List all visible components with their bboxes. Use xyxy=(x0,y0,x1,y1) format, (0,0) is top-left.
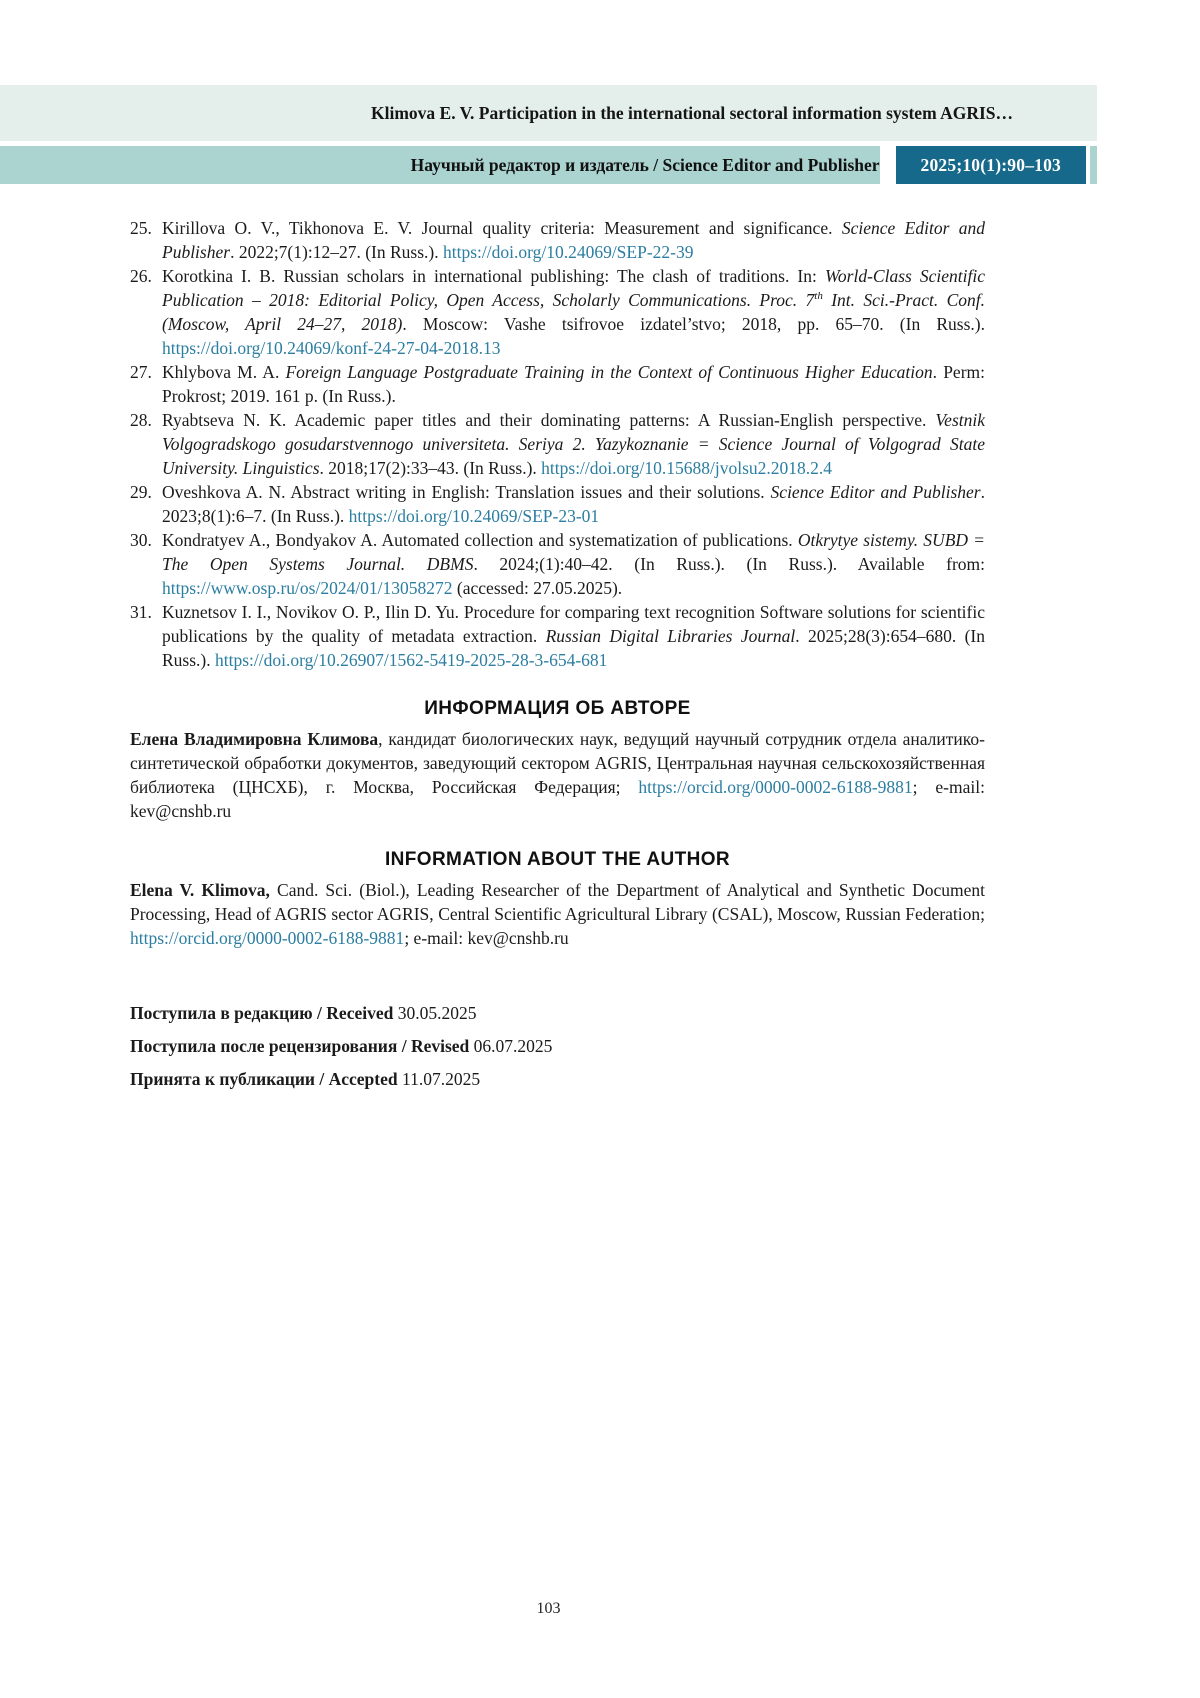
journal-name-band xyxy=(0,146,880,184)
text-segment: . 2022;7(1):12–27. (In Russ.). xyxy=(230,242,443,262)
text-segment: Cand. Sci. (Biol.), Leading Researcher of the Department of Analytical and Synthetic Document Processing, Head of AGRIS sector AGRIS, Central Scientific Agricultural Library (CSAL), Moscow, Russian Federation; xyxy=(130,880,986,924)
date-label: Поступила в редакцию / Received xyxy=(130,1003,398,1023)
text-segment: Kuznetsov I. I., Novikov O. P., Ilin D. Yu. Procedure for comparing text recognition Software solutions for scientific publications by the quality of metadata extraction. xyxy=(162,602,985,646)
journal-band-row xyxy=(0,146,1097,184)
text-segment: , кандидат биологических наук, ведущий научный сотрудник отдела аналитико-синтетической обработки документов, заведующий сектором AGRIS, Центральная научная сельскохозяйственная библиотека (ЦНСХБ), г. Москва, Российская Федерация; xyxy=(130,729,985,797)
reference-text xyxy=(162,266,985,358)
issue-info: 2025;10(1):90–103 xyxy=(920,154,1061,175)
date-label: Принята к публикации / Accepted xyxy=(130,1069,402,1089)
running-title: Klimova E. V. Participation in the international sectoral information system AGRIS… xyxy=(371,102,1013,123)
reference-number: 27. xyxy=(130,362,152,382)
hyperlink[interactable]: https://orcid.org/0000-0002-6188-9881 xyxy=(130,928,405,948)
date-row xyxy=(130,1002,985,1024)
reference-item xyxy=(130,216,985,264)
band-edge-strip xyxy=(1090,146,1097,184)
text-segment: . Moscow: Vashe tsifrovoe izdatel’stvo; 2018, pp. 65–70. (In Russ.). xyxy=(402,314,986,334)
hyperlink[interactable]: https://doi.org/10.24069/SEP-22-39 xyxy=(442,242,694,262)
text-segment: Kirillova O. V., Tikhonova E. V. Journal quality criteria: Measurement and significance. xyxy=(162,218,842,238)
text-segment: Science Editor and Publisher xyxy=(770,482,981,502)
page-number: 103 xyxy=(536,1600,561,1617)
issue-badge xyxy=(896,146,1086,184)
text-segment: World-Class Scientific Publication – 2018: Editorial Policy, Open Access, Scholarly Communications. Proc. 7 xyxy=(162,266,985,310)
text-segment: Otkrytye sistemy. SUBD = The Open Systems Journal. DBMS xyxy=(162,530,985,574)
reference-number: 26. xyxy=(130,266,152,286)
reference-item xyxy=(130,600,985,672)
hyperlink[interactable]: https://orcid.org/0000-0002-6188-9881 xyxy=(638,777,913,797)
text-segment: Khlybova M. A. xyxy=(162,362,286,382)
text-segment: Foreign Language Postgraduate Training in the Context of Continuous Higher Education xyxy=(285,362,933,382)
text-segment: . 2018;17(2):33–43. (In Russ.). xyxy=(319,458,542,478)
text-segment: (accessed: 27.05.2025). xyxy=(452,578,623,598)
text-segment: . Perm: Prokrost; 2019. 161 p. (In Russ.). xyxy=(162,362,985,406)
hyperlink[interactable]: https://doi.org/10.24069/SEP-23-01 xyxy=(348,506,600,526)
hyperlink[interactable]: https://doi.org/10.24069/konf-24-27-04-2018.13 xyxy=(162,338,501,358)
text-segment: . 2023;8(1):6–7. (In Russ.). xyxy=(162,482,985,526)
reference-item xyxy=(130,264,985,360)
page-content xyxy=(130,216,985,1090)
date-value: 06.07.2025 xyxy=(473,1036,553,1056)
reference-item xyxy=(130,360,985,408)
date-value: 30.05.2025 xyxy=(397,1003,477,1023)
hyperlink[interactable]: https://www.osp.ru/os/2024/01/13058272 xyxy=(162,578,453,598)
reference-item xyxy=(130,528,985,600)
hyperlink[interactable]: https://doi.org/10.15688/jvolsu2.2018.2.4 xyxy=(541,458,833,478)
reference-list xyxy=(130,216,985,672)
hyperlink[interactable]: https://doi.org/10.26907/1562-5419-2025-28-3-654-681 xyxy=(215,650,608,670)
date-label: Поступила после рецензирования / Revised xyxy=(130,1036,474,1056)
reference-number: 31. xyxy=(130,602,152,622)
text-segment: Kondratyev A., Bondyakov A. Automated collection and systematization of publications. xyxy=(162,530,798,550)
text-segment: . 2025;28(3):654–680. (In Russ.). xyxy=(162,626,985,670)
page-header xyxy=(0,0,1200,184)
text-segment: ; e-mail: kev@cnshb.ru xyxy=(130,777,985,821)
text-segment: Елена Владимировна Климова xyxy=(130,729,379,749)
running-title-band xyxy=(0,85,1097,141)
reference-number: 25. xyxy=(130,218,152,238)
reference-text xyxy=(162,482,985,526)
author-info-en xyxy=(130,878,985,950)
reference-text xyxy=(162,362,985,406)
reference-text xyxy=(162,602,985,670)
reference-item xyxy=(130,408,985,480)
text-segment: th xyxy=(814,290,823,303)
journal-name: Научный редактор и издатель / Science Editor and Publisher xyxy=(410,154,880,175)
dates-block xyxy=(130,1002,985,1090)
text-segment: Oveshkova A. N. Abstract writing in English: Translation issues and their solutions. xyxy=(162,482,771,502)
text-segment: ; e-mail: kev@cnshb.ru xyxy=(404,928,569,948)
reference-text xyxy=(162,410,985,478)
text-segment: Vestnik Volgogradskogo gosudarstvennogo universiteta. Seriya 2. Yazykoznanie = Science Journal of Volgograd State University. Linguistics xyxy=(162,410,985,478)
date-row xyxy=(130,1035,985,1057)
text-segment: Korotkina I. B. Russian scholars in international publishing: The clash of traditions. In: xyxy=(162,266,825,286)
reference-text xyxy=(162,218,985,262)
section-heading-ru: ИНФОРМАЦИЯ ОБ АВТОРЕ xyxy=(424,698,691,719)
text-segment: Russian Digital Libraries Journal xyxy=(545,626,796,646)
reference-text xyxy=(162,530,985,598)
reference-number: 28. xyxy=(130,410,152,430)
author-info-ru xyxy=(130,727,985,823)
reference-number: 30. xyxy=(130,530,152,550)
date-value: 11.07.2025 xyxy=(402,1069,481,1089)
text-segment: Int. Sci.-Pract. Conf. (Moscow, April 24–27, 2018) xyxy=(162,290,986,334)
text-segment: Elena V. Klimova, xyxy=(130,880,270,900)
reference-number: 29. xyxy=(130,482,152,502)
text-segment: . 2024;(1):40–42. (In Russ.). (In Russ.). Available from: xyxy=(473,554,986,574)
text-segment: Science Editor and Publisher xyxy=(162,218,985,262)
section-heading-en: INFORMATION ABOUT THE AUTHOR xyxy=(384,849,731,870)
text-segment: Ryabtseva N. K. Academic paper titles and their dominating patterns: A Russian-English perspective. xyxy=(162,410,936,430)
reference-item xyxy=(130,480,985,528)
date-row xyxy=(130,1068,985,1090)
